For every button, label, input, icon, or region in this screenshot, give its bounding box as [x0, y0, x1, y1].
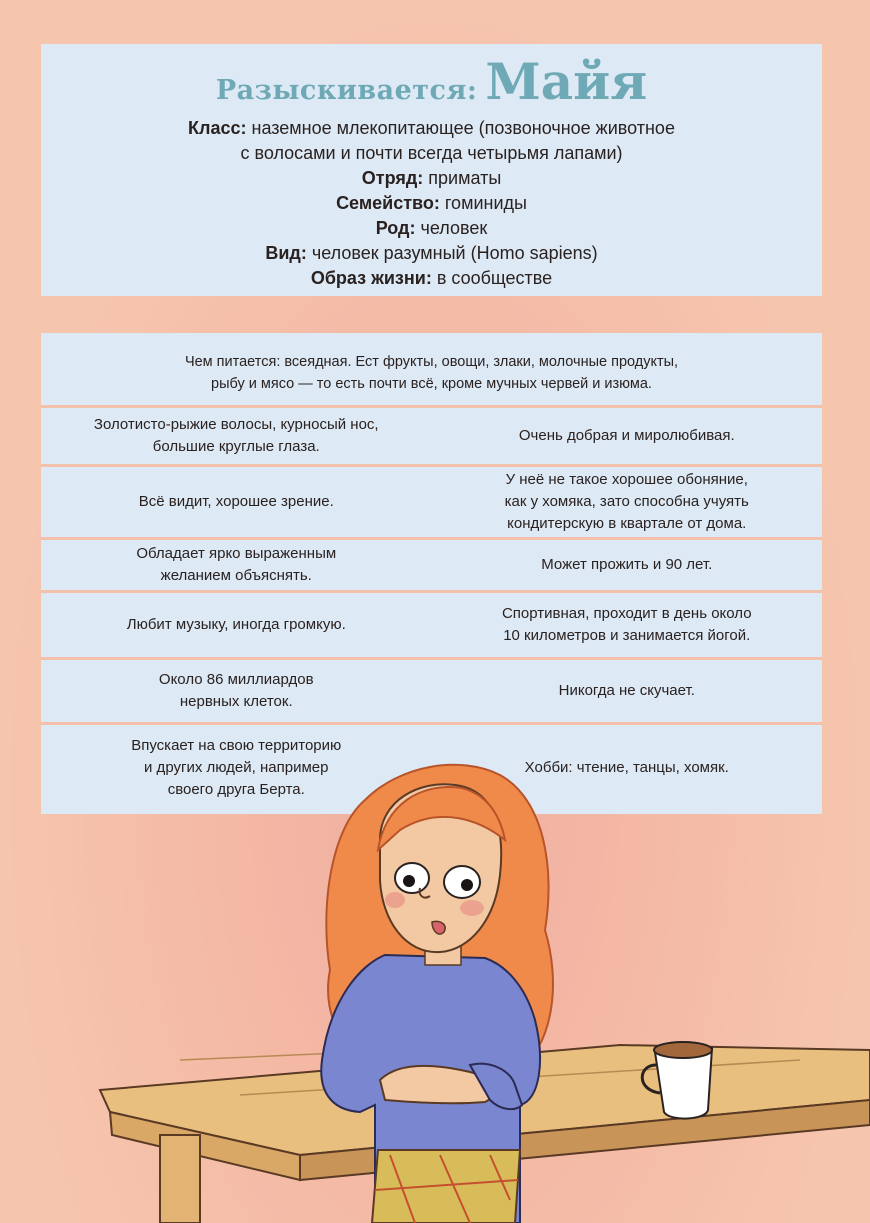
- info-value: гоминиды: [444, 193, 527, 213]
- table-row: [41, 540, 822, 590]
- wanted-card: [41, 44, 822, 296]
- cell-line: Около 86 миллиардов: [158, 671, 314, 688]
- cell-line: нервных клеток.: [179, 693, 293, 710]
- info-label: Отряд:: [361, 168, 424, 188]
- table-row: [41, 408, 822, 464]
- cell-line: как у хомяка, зато способна учуять: [504, 493, 749, 510]
- cell-line: своего друга Берта.: [167, 780, 305, 798]
- cell-right: [432, 469, 823, 535]
- cell-line: и других людей, например: [144, 758, 329, 776]
- cell-line: Никогда не скучает.: [558, 682, 695, 699]
- info-class-cont: [41, 141, 822, 166]
- cell-line: Хобби: чтение, танцы, хомяк.: [524, 758, 729, 776]
- table-row: [41, 660, 822, 722]
- cell-line: кондитерскую в квартале от дома.: [507, 515, 747, 532]
- cell-line: желанием объяснять.: [160, 567, 312, 584]
- table-row: [41, 593, 822, 657]
- cell-left: [41, 491, 432, 513]
- info-value: наземное млекопитающее (позвоночное животное: [251, 118, 675, 138]
- cell-left: [41, 543, 432, 587]
- info-value: с волосами и почти всегда четырьмя лапами): [240, 143, 623, 163]
- cell-left: [41, 614, 432, 636]
- cell-line: У неё не такое хорошее обоняние,: [505, 471, 748, 488]
- cell-left: [41, 414, 432, 458]
- info-order: [41, 166, 822, 191]
- card-title: [41, 44, 822, 111]
- info-value: в сообществе: [436, 268, 553, 288]
- title-name: Майя: [485, 52, 648, 111]
- cell-right: [432, 425, 823, 447]
- info-value: человек: [420, 218, 488, 238]
- cell-line: 10 километров и занимается йогой.: [503, 627, 751, 644]
- info-label: Класс:: [188, 118, 247, 138]
- info-value: приматы: [428, 168, 502, 188]
- info-class: [41, 116, 822, 141]
- info-label: Род:: [375, 218, 416, 238]
- diet-row: [41, 341, 822, 405]
- facts-table: [41, 333, 822, 814]
- info-genus: [41, 216, 822, 241]
- cell-line: Любит музыку, иногда громкую.: [126, 616, 346, 633]
- info-species: [41, 241, 822, 266]
- cell-right: [432, 554, 823, 576]
- cell-right: [432, 603, 823, 647]
- cell-line: Очень добрая и миролюбивая.: [518, 427, 735, 444]
- diet-line: Чем питается: всеядная. Ест фрукты, овощи, злаки, молочные продукты,: [184, 354, 679, 370]
- cell-right: [432, 680, 823, 702]
- info-lifestyle: [41, 266, 822, 291]
- girl-illustration: [0, 760, 870, 1223]
- info-label: Семейство:: [336, 193, 440, 213]
- info-family: [41, 191, 822, 216]
- info-label: Образ жизни:: [310, 268, 432, 288]
- diet-text: [185, 351, 678, 395]
- cell-line: Всё видит, хорошее зрение.: [138, 493, 334, 510]
- table-row: [41, 467, 822, 537]
- info-label: Вид:: [265, 243, 307, 263]
- title-prefix: Разыскивается:: [215, 75, 478, 106]
- diet-line: рыбу и мясо — то есть почти всё, кроме мучных червей и изюма.: [211, 376, 652, 392]
- cell-line: Спортивная, проходит в день около: [501, 605, 752, 622]
- cell-line: Обладает ярко выраженным: [136, 545, 337, 562]
- cell-line: большие круглые глаза.: [152, 438, 320, 455]
- cell-left: [41, 669, 432, 713]
- cell-line: Золотисто-рыжие волосы, курносый нос,: [93, 416, 379, 433]
- cell-line: Впускает на свою территорию: [131, 736, 342, 754]
- cell-line: Может прожить и 90 лет.: [541, 556, 713, 573]
- info-value: человек разумный (Homo sapiens): [311, 243, 598, 263]
